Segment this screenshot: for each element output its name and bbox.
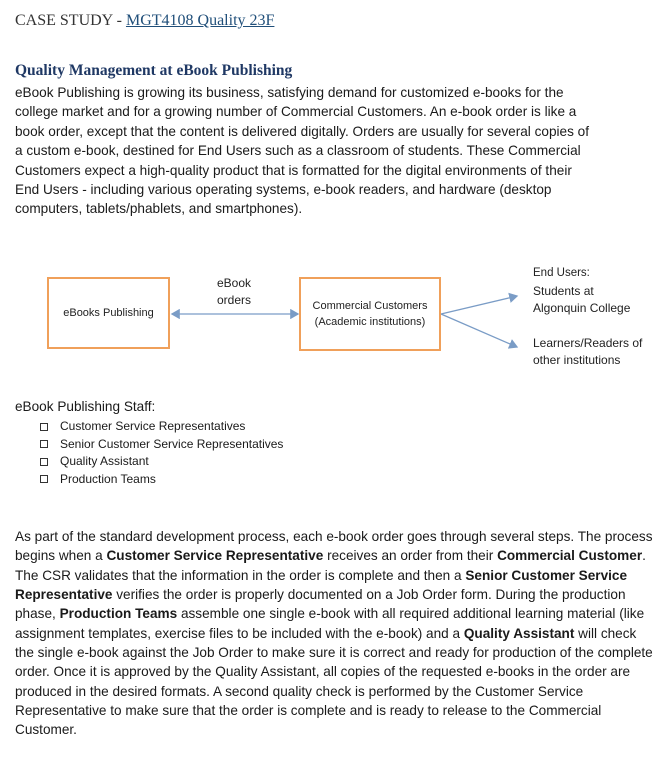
customer-label: Commercial Customers (Academic institutions) — [312, 300, 428, 328]
document-header — [15, 12, 274, 30]
staff-item-label: Production Teams — [60, 471, 156, 486]
course-link[interactable]: MGT4108 Quality 23F — [125, 12, 275, 29]
publisher-box — [47, 277, 170, 349]
flow-diagram — [0, 255, 670, 375]
customer-box — [299, 277, 441, 351]
arrow-to-students — [441, 296, 517, 314]
header-prefix: CASE STUDY - — [15, 12, 126, 29]
checkbox-icon — [40, 475, 48, 483]
process-paragraph: As part of the standard development process, each e-book order goes through several steps. The process begins when a Customer Service Representative receives an order from their Commercial Customer. The CSR validates that the information in the order is complete and then a Senior Customer Service Representative verifies the order is properly documented on a Job Order form. During the production phase, Production Teams assemble one single e-book with all required additional learning material (like assignment templates, exercise files to be included with the e-book) and a Quality Assistant will check the single e-book against the Job Order to make sure it is correct and ready for production of the complete order. Once it is approved by the Quality Assistant, all copies of the requested e-books in the order are produced in the desired formats. A second quality check is performed by the Customer Service Representative to make sure that the order is complete and is ready to release to the Commercial Customer. — [15, 529, 653, 738]
intro-paragraph: eBook Publishing is growing its business, satisfying demand for customized e-books for the college market and for a growing number of Commercial Customers. An e-book order is like a book order, except that the content is delivered digitally. Orders are usually for several copies of a custom e-book, destined for End Users such as a classroom of students. These Commercial Customers expect a high-quality product that is formatted for the digital environments of their End Users - including various operating systems, e-book readers, and hardware (desktop computers, tablets/phablets, and smartphones). — [15, 85, 590, 217]
arrow-to-other-learners — [441, 314, 517, 347]
role-senior-csr: Senior Customer Service Representative — [15, 567, 628, 603]
case-title: Quality Management at eBook Publishing — [15, 62, 293, 79]
publisher-label: eBooks Publishing — [63, 307, 154, 319]
role-production-teams: Production Teams — [59, 606, 178, 622]
staff-heading: eBook Publishing Staff: — [15, 399, 156, 414]
end-user-others: Learners/Readers of other institutions — [533, 336, 643, 367]
role-quality-assistant: Quality Assistant — [463, 625, 575, 641]
role-csr: Customer Service Representative — [106, 548, 324, 564]
staff-list — [40, 418, 283, 488]
checkbox-icon — [40, 423, 48, 431]
staff-item-label: Customer Service Representatives — [60, 419, 246, 433]
flow-label: eBook orders — [216, 276, 252, 307]
staff-item — [40, 471, 283, 489]
staff-item-label: Senior Customer Service Representatives — [60, 436, 284, 451]
staff-item-label: Quality Assistant — [60, 454, 149, 468]
staff-item — [40, 418, 283, 436]
end-users-title: End Users: — [533, 267, 590, 279]
staff-item — [40, 436, 283, 454]
checkbox-icon — [40, 458, 48, 466]
staff-item — [40, 453, 283, 471]
end-user-students: Students at Algonquin College — [533, 284, 631, 315]
checkbox-icon — [40, 440, 48, 448]
role-commercial-customer: Commercial Customer — [497, 548, 643, 564]
